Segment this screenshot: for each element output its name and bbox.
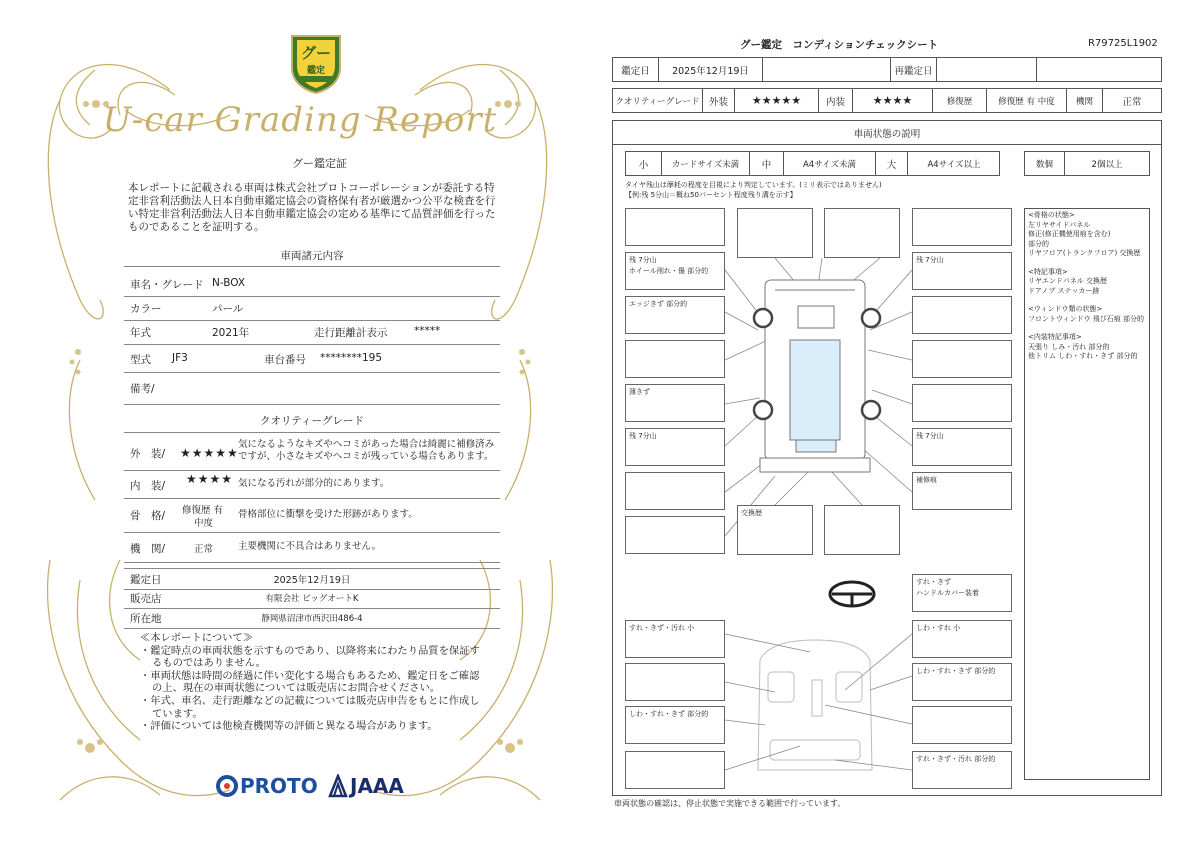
interior-label: 内 装/ — [130, 480, 166, 492]
ext-label: 外装 — [703, 89, 735, 112]
panel-box — [625, 384, 725, 422]
panel-box — [824, 208, 900, 258]
badge-bottom-text: 鑑定 — [306, 66, 325, 76]
engine-label: 機 関/ — [130, 543, 166, 555]
side-note-line: 天張り しみ・汚れ 部分的 — [1028, 342, 1110, 351]
date-label: 鑑定日 — [613, 58, 659, 81]
panel-note: 薄きず — [629, 388, 650, 396]
side-note-line: <骨格の状態> — [1028, 211, 1075, 219]
year-label: 年式 — [130, 327, 151, 339]
sheet-title: グー鑑定 コンディションチェックシート — [740, 39, 939, 51]
side-note-line: フロントウィンドウ 飛び石痕 部分的 — [1028, 314, 1145, 323]
interior-desc: 気になる汚れが部分的にあります。 — [238, 478, 390, 489]
mileage-value: ***** — [414, 325, 441, 337]
side-note-line: 左リヤサイドパネル — [1028, 220, 1091, 229]
panel-box — [912, 340, 1012, 378]
interior-stars: ★★★★ — [186, 472, 234, 486]
panel-note: 残 7分山 — [629, 432, 657, 440]
quality-engine — [124, 532, 500, 563]
spec-row-remarks — [124, 372, 500, 405]
size-small-desc: カードサイズ未満 — [662, 152, 750, 175]
ext-stars: ★★★★★ — [735, 89, 819, 112]
count-label: 数個 — [1025, 152, 1065, 175]
dealer-label: 販売店 — [130, 593, 162, 605]
panel-box — [625, 252, 725, 290]
size-large-desc: A4サイズ以上 — [927, 159, 981, 170]
panel-box — [912, 620, 1012, 658]
panel-box — [912, 252, 1012, 290]
panel-box — [824, 505, 900, 555]
quality-interior — [124, 470, 500, 499]
year-value: 2021年 — [212, 327, 250, 339]
badge-top-text: グー — [300, 44, 331, 62]
panel-box — [625, 663, 725, 701]
side-note-line: 部分的 — [1028, 239, 1049, 248]
address-label: 所在地 — [130, 613, 162, 625]
sheet-code: R79725L1902 — [1088, 38, 1158, 49]
panel-box — [912, 751, 1012, 789]
note-item: ・年式、車名、走行距離などの記載については販売店申告をもとに作成しています。 — [140, 694, 480, 720]
report-notes — [140, 632, 488, 733]
jaaa-mark-icon — [328, 774, 348, 798]
panel-note: すれ・きず ハンドルカバー装着 — [916, 578, 979, 597]
exterior-label: 外 装/ — [130, 448, 166, 460]
proto-logo-text: PROTO — [240, 774, 318, 798]
color-value: パール — [212, 303, 244, 315]
quality-label: クオリティーグレード — [613, 89, 703, 112]
info-dealer — [124, 588, 500, 609]
proto-logo — [216, 772, 318, 800]
sheet-footer: 車両状態の確認は、停止状態で実施できる範囲で行っています。 — [614, 799, 846, 808]
panel-box — [737, 505, 813, 555]
int-label: 内装 — [819, 89, 853, 112]
panel-note: 残 7分山 — [916, 432, 944, 440]
model-value: JF3 — [172, 352, 188, 364]
size-large: 大 — [876, 152, 908, 175]
panel-box — [625, 620, 725, 658]
side-note-line: <内装特記事項> — [1028, 333, 1082, 341]
panel-box — [912, 663, 1012, 701]
notes-title: ≪本レポートについて≫ — [140, 632, 254, 644]
mileage-label: 走行距離計表示 — [314, 327, 388, 339]
name-label: 車名・グレード — [130, 279, 204, 291]
tire-note-2: 【例:残 5分山＝概ね50パーセント程度残り溝を示す】 — [625, 191, 797, 199]
int-stars: ★★★★ — [853, 89, 933, 112]
frame-label: 骨 格/ — [130, 510, 166, 522]
note-item: ・鑑定時点の車両状態を示すものであり、以降将来にわたり品質を保証するものではありません。 — [140, 644, 480, 670]
panel-note: しわ・すれ・きず 部分的 — [916, 667, 996, 675]
quality-heading: クオリティーグレード — [260, 415, 364, 427]
quality-exterior — [124, 436, 500, 471]
panel-box — [912, 428, 1012, 466]
side-note-line: <特記事項> — [1028, 267, 1068, 276]
note-item: ・評価については他検査機関等の評価と異なる場合があります。 — [140, 720, 438, 733]
spec-row-model — [124, 344, 500, 373]
engine-value: 正常 — [1122, 96, 1142, 108]
cond-heading: 車両状態の説明 — [853, 129, 921, 140]
panel-box — [625, 296, 725, 334]
date-value: 2025年12月19日 — [659, 58, 763, 81]
steering-wheel-icon — [830, 582, 874, 606]
date-label: 鑑定日 — [130, 574, 162, 586]
repair-label: 修復歴 — [933, 89, 987, 112]
panel-box — [912, 384, 1012, 422]
reinspect-label: 再鑑定日 — [891, 58, 937, 81]
dealer-value: 有限会社 ビッグオートK — [265, 594, 359, 604]
remarks-label: 備考/ — [130, 383, 155, 395]
panel-box — [625, 340, 725, 378]
address-value: 静岡県沼津市西沢田486-4 — [261, 614, 363, 624]
car-top-view — [754, 280, 880, 472]
spec-row-name — [124, 272, 500, 297]
side-note-line: リヤエンドパネル 交換歴 — [1028, 277, 1107, 285]
chassis-value: ********195 — [320, 352, 383, 364]
date-value: 2025年12月19日 — [273, 575, 351, 586]
panel-box — [912, 296, 1012, 334]
frame-value-1: 修復歴 有 — [182, 505, 224, 516]
quality-frame — [124, 498, 500, 533]
engine-value: 正常 — [194, 544, 214, 555]
panel-note: 残 7分山 ホイール削れ・傷 部分的 — [629, 256, 709, 275]
side-note-line: <ウィンドウ類の状態> — [1028, 305, 1103, 313]
size-mid: 中 — [750, 152, 784, 175]
size-mid-desc: A4サイズ未満 — [784, 152, 876, 175]
jaaa-logo — [328, 772, 404, 800]
script-title: U-car Grading Report — [102, 100, 498, 140]
panel-box — [912, 208, 1012, 246]
side-note-line: 他トリム しわ・すれ・きず 部分的 — [1028, 352, 1138, 360]
info-date — [124, 568, 500, 590]
frame-desc: 骨格部位に衝撃を受けた形跡があります。 — [238, 509, 418, 520]
info-address — [124, 608, 500, 629]
panel-note: しわ・すれ・きず 部分的 — [629, 710, 709, 718]
panel-box — [625, 706, 725, 744]
exterior-desc: 気になるようなキズやヘコミがあった場合は綺麗に補修済みですが、小さなキズやヘコミが残っている場合もあります。 — [238, 439, 495, 462]
spec-row-year — [124, 320, 500, 345]
panel-note: 残 7分山 — [916, 256, 944, 264]
panel-box — [625, 472, 725, 510]
exterior-stars: ★★★★★ — [180, 446, 239, 460]
panel-box — [625, 208, 725, 246]
side-note-line: リヤフロア(トランクフロア) 交換歴 — [1028, 249, 1141, 257]
condition-check-sheet — [600, 0, 1200, 848]
panel-note: エッジきず 部分的 — [629, 300, 688, 308]
note-item: ・車両状態は時間の経過に伴い変化する場合もあるため、鑑定日をご確認の上、現在の車両状態については販売店にお問合せください。 — [140, 669, 480, 695]
car-interior-view — [758, 640, 872, 770]
proto-mark-icon — [216, 775, 238, 797]
tire-note-1: タイヤ残山は摩耗の程度を目視により判定しています。(ミリ表示ではありません) — [625, 181, 882, 189]
chassis-label: 車台番号 — [264, 354, 306, 366]
engine-label: 機関 — [1067, 89, 1103, 112]
panel-note: すれ・きず・汚れ 部分的 — [916, 755, 996, 763]
count-desc: 2個以上 — [1091, 159, 1123, 170]
side-note-line: ドアノブ ステッカー跡 — [1028, 286, 1100, 295]
panel-note: 補修痕 — [916, 476, 937, 484]
steering-note-box — [912, 574, 1012, 612]
engine-desc: 主要機関に不具合はありません。 — [238, 541, 382, 552]
model-label: 型式 — [130, 354, 151, 366]
specs-heading: 車両諸元内容 — [280, 250, 344, 262]
certificate-intro: 本レポートに記載される車両は株式会社プロトコーポレーションが委託する特定非営利活動法人日本自動車鑑定協会の資格保有者が厳選かつ公平な検査を行い特定非営利活動法人日本自動車鑑定協会の定める基準にて品質評価を行ったものであることを証明する。 — [128, 182, 496, 233]
panel-box — [912, 706, 1012, 744]
grading-certificate: グー 鑑定 U-car Grading Report グー鑑定証 本レポートに記載される車両は株式会社プロトコーポレーションが委託する特定非営利活動法人日本自動車鑑定協会の資格保有者が厳選かつ公平な検査を行い特定非営利活動法人日本自動車鑑定協会の定める基準にて品質評価を行ったものであることを証明する。 車両諸元内容 車名・グレード N-BOX カラー パール 年式 2021年 走行距離計表示 ***** 型式 JF3 車台番号 ********195 備考/ クオリティーグレード 外 装/ ★★★★★ 気になるようなキズやヘコミがあった場合は綺麗に補修済みですが、小さなキズやヘコミが残っている場合もあります。 内 装/ ★★★★ 気になる汚れが部分的にあります。 骨 格/ 修復歴 有 中度 骨格部位に衝撃を受けた形跡があります。 機 関/ 正常 主要機関に不具合はありません。 鑑定日 2025年12月19日 販売店 有限会社 ビッグオートK 所在地 静岡県沼津市西沢田486-4 ≪本レポートについて≫ ・鑑定時点の車両状態を示すものであり、以降将来にわたり品質を保証するものではありません。 ・車両状態は時間の経過に伴い変化する場合もあるため、鑑定日をご確認の上、現在の車両状態については販売店にお問合せください。 ・年式、車名、走行距離などの記載については販売店申告をもとに作成しています。 ・評価については他検査機関等の評価と異なる場合があります。 PROTO JAAA — [0, 0, 600, 848]
repair-value: 修復歴 有 中度 — [987, 89, 1067, 112]
panel-box — [625, 751, 725, 789]
panel-note: しわ・すれ 小 — [916, 624, 961, 632]
panel-box — [625, 428, 725, 466]
panel-box — [625, 516, 725, 554]
size-small: 小 — [626, 152, 662, 175]
color-label: カラー — [130, 303, 162, 315]
name-value: N-BOX — [212, 277, 246, 289]
panel-box — [737, 208, 813, 258]
panel-note: 交換歴 — [741, 509, 762, 517]
spec-row-color — [124, 296, 500, 321]
panel-note: すれ・きず・汚れ 小 — [629, 624, 695, 632]
goo-kantei-badge — [288, 30, 344, 94]
jaaa-logo-text: JAAA — [350, 774, 404, 798]
frame-value-2: 中度 — [194, 518, 214, 529]
side-note-line: 修正(修正機使用痕を含む) — [1028, 230, 1111, 238]
panel-box — [912, 472, 1012, 510]
